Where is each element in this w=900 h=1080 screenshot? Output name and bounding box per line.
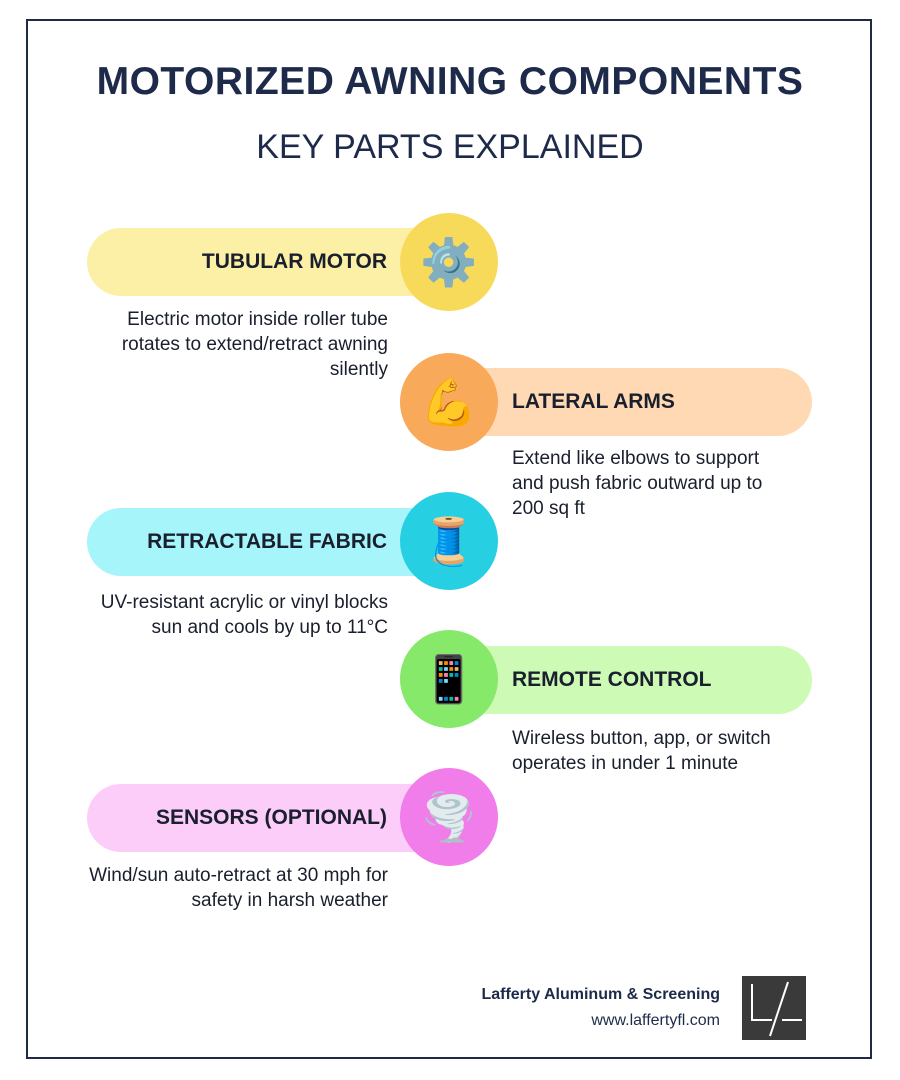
page-subtitle: KEY PARTS EXPLAINED — [256, 128, 644, 166]
lateral-arms-pill — [452, 368, 812, 436]
component-label: LATERAL ARMS — [512, 390, 675, 413]
component-label: RETRACTABLE FABRIC — [147, 530, 387, 553]
remote-control-pill — [452, 646, 812, 714]
tubular-motor-pill — [87, 228, 447, 296]
retractable-fabric-pill — [87, 508, 447, 576]
page-title: MOTORIZED AWNING COMPONENTS — [96, 60, 804, 103]
component-label: SENSORS (OPTIONAL) — [155, 806, 387, 829]
logo-mark-icon — [742, 976, 806, 1040]
component-description: Wind/sun auto-retract at 30 mph for safety in harsh weather — [89, 865, 388, 911]
component-description: Wireless button, app, or switch operates in under 1 minute — [512, 728, 771, 774]
company-url[interactable]: www.laffertyfl.com — [591, 1012, 720, 1029]
company-logo — [742, 976, 806, 1040]
flexed-biceps-icon: 💪 — [400, 353, 498, 451]
component-label: TUBULAR MOTOR — [201, 250, 387, 273]
company-name: Lafferty Aluminum & Screening — [481, 986, 720, 1003]
mobile-phone-icon: 📱 — [400, 630, 498, 728]
gear-icon: ⚙️ — [400, 213, 498, 311]
component-description: Extend like elbows to support and push fabric outward up to 200 sq ft — [512, 448, 763, 519]
component-description: Electric motor inside roller tube rotates to extend/retract awning silently — [121, 309, 388, 380]
component-description: UV-resistant acrylic or vinyl blocks sun and cools by up to 11°C — [100, 592, 388, 638]
thread-spool-icon: 🧵 — [400, 492, 498, 590]
component-label: REMOTE CONTROL — [512, 668, 712, 691]
tornado-icon: 🌪️ — [400, 768, 498, 866]
sensors-pill — [87, 784, 447, 852]
